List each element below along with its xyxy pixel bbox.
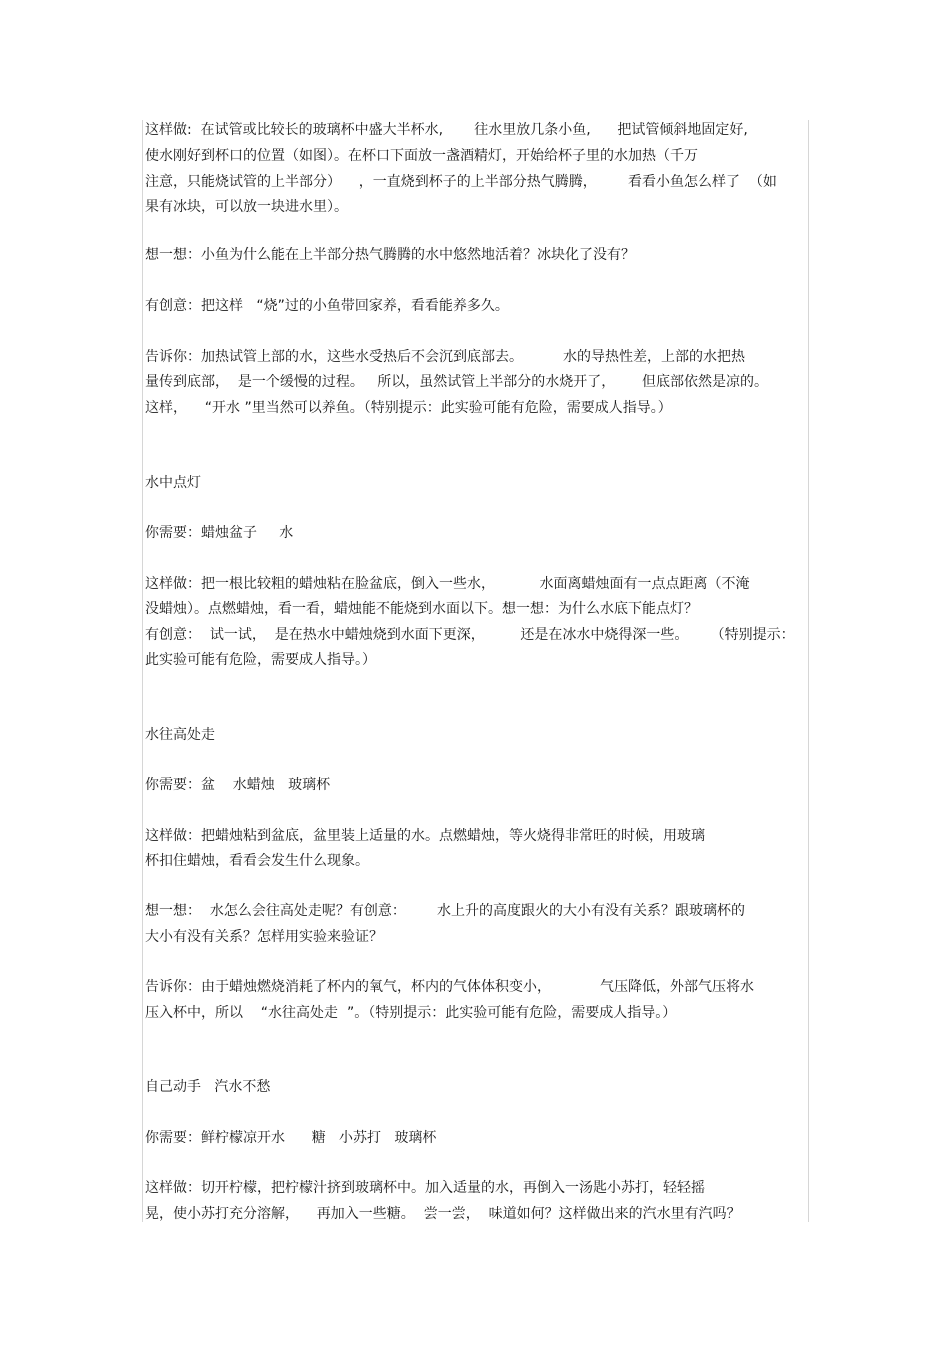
section-heading: 水往高处走 (145, 727, 215, 743)
text-line: 你需要：盆 水蜡烛 玻璃杯 (145, 777, 331, 793)
text-line: 量传到底部， 是一个缓慢的过程。 所以，虽然试管上半部分的水烧开了， 但底部依然是凉的。 (145, 374, 768, 390)
text-line: 压入杯中，所以 “水往高处走 ”。（特别提示：此实验可能有危险，需要成人指导。） (145, 1005, 677, 1021)
text-line: 这样做：把蜡烛粘到盆底，盆里装上适量的水。点燃蜡烛，等火烧得非常旺的时候，用玻璃 (145, 828, 705, 844)
text-line: 这样做：切开柠檬，把柠檬汁挤到玻璃杯中。加入适量的水，再倒入一汤匙小苏打，轻轻摇 (145, 1180, 705, 1196)
page-frame (142, 120, 809, 1222)
text-line: 使水刚好到杯口的位置（如图）。在杯口下面放一盏酒精灯，开始给杯子里的水加热（千万 (145, 148, 698, 164)
text-line: 注意，只能烧试管的上半部分） ，一直烧到杯子的上半部分热气腾腾， 看看小鱼怎么样了 （如 (145, 174, 777, 190)
text-line: 想一想：小鱼为什么能在上半部分热气腾腾的水中悠然地活着？冰块化了没有？ (145, 247, 635, 263)
section-heading: 水中点灯 (145, 475, 201, 491)
text-line: 告诉你：加热试管上部的水，这些水受热后不会沉到底部去。 水的导热性差，上部的水把热 (145, 349, 746, 365)
text-line: 想一想： 水怎么会往高处走呢？有创意： 水上升的高度跟火的大小有没有关系？跟玻璃杯的 (145, 903, 746, 919)
text-line: 有创意： 试一试， 是在热水中蜡烛烧到水面下更深， 还是在冰水中烧得深一些。 （特别提示： (145, 627, 795, 643)
text-line: 杯扣住蜡烛，看看会发生什么现象。 (145, 853, 369, 869)
text-line: 果有冰块，可以放一块进水里）。 (145, 199, 348, 215)
text-line: 此实验可能有危险，需要成人指导。） (145, 652, 376, 668)
text-line: 晃，使小苏打充分溶解， 再加入一些糖。 尝一尝， 味道如何？这样做出来的汽水里有汽吗？ (145, 1206, 741, 1222)
text-line: 你需要：鲜柠檬凉开水 糖 小苏打 玻璃杯 (145, 1130, 437, 1146)
text-line: 这样做：把一根比较粗的蜡烛粘在脸盆底，倒入一些水， 水面离蜡烛面有一点点距离（不淹 (145, 576, 750, 592)
text-line: 没蜡烛）。点燃蜡烛，看一看，蜡烛能不能烧到水面以下。想一想：为什么水底下能点灯？ (145, 601, 698, 617)
text-line: 有创意：把这样 “烧”过的小鱼带回家养，看看能养多久。 (145, 298, 509, 314)
text-line: 你需要：蜡烛盆子 水 (145, 525, 294, 541)
text-line: 告诉你：由于蜡烛燃烧消耗了杯内的氧气，杯内的气体体积变小， 气压降低，外部气压将水 (145, 979, 754, 995)
text-line: 这样， “开水 ”里当然可以养鱼。（特别提示：此实验可能有危险，需要成人指导。） (145, 400, 672, 416)
text-line: 大小有没有关系？怎样用实验来验证？ (145, 929, 383, 945)
text-line: 这样做: 在试管或比较长的玻璃杯中盛大半杯水, 往水里放几条小鱼, 把试管倾斜地固定好, (145, 122, 748, 138)
section-heading: 自己动手 汽水不愁 (145, 1079, 271, 1095)
